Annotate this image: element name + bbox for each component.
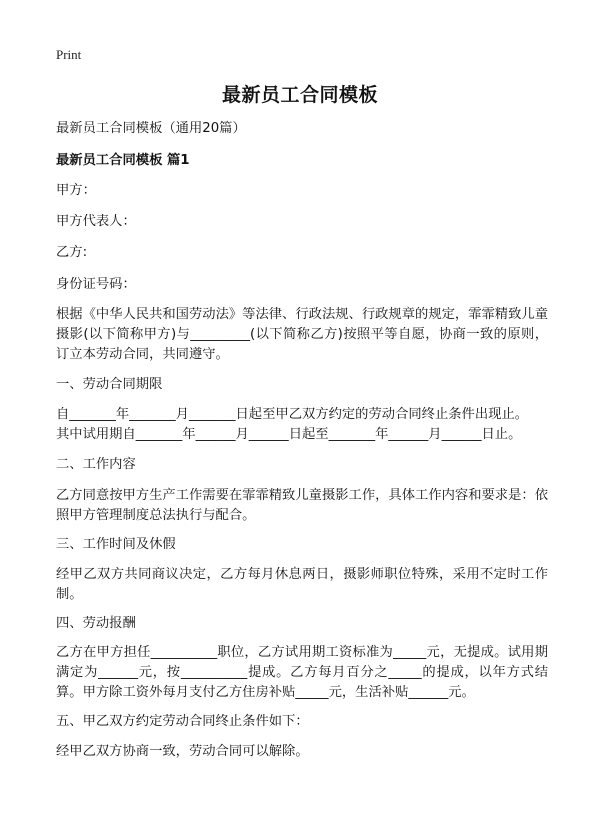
- party-a-representative-label: 甲方代表人：: [56, 214, 136, 229]
- work-content-paragraph: 乙方同意按甲方生产工作需要在霏霏精致儿童摄影工作，具体工作内容和要求是：依照甲方管理制度总法执行与配合。: [56, 488, 548, 523]
- remuneration-paragraph: 乙方在甲方担任__________职位，乙方试用期工资标准为_____元，无提成。试用期满定为______元，按__________提成。乙方每月百分之_____的提成，以年方式结算。甲方除工资外每月支付乙方住房补贴_____元，生活补贴______元。: [56, 645, 548, 700]
- heading-remuneration: 四、劳动报酬: [56, 616, 136, 631]
- contract-term-line-1: 自_______年_______月_______日起至甲乙双方约定的劳动合同终止条件出现止。: [56, 407, 529, 422]
- document-subtitle: 最新员工合同模板（通用20篇）: [56, 121, 246, 136]
- heading-termination: 五、甲乙双方约定劳动合同终止条件如下：: [56, 714, 309, 729]
- section-heading: 最新员工合同模板 篇1: [56, 153, 190, 168]
- id-number-label: 身份证号码：: [56, 277, 136, 292]
- print-link[interactable]: Print: [56, 47, 82, 62]
- intro-paragraph: 根据《中华人民共和国劳动法》等法律、行政法规、行政规章的规定，霏霏精致儿童摄影(以下简称甲方)与_________(以下简称乙方)按照平等自愿，协商一致的原则，订立本劳动合同，共同遵守。: [56, 307, 548, 362]
- heading-work-content: 二、工作内容: [56, 457, 136, 472]
- heading-contract-term: 一、劳动合同期限: [56, 377, 163, 392]
- termination-paragraph: 经甲乙双方协商一致，劳动合同可以解除。: [56, 744, 309, 759]
- document-title: 最新员工合同模板: [221, 84, 378, 106]
- party-b-label: 乙方:: [56, 245, 88, 260]
- heading-work-hours: 三、工作时间及休假: [56, 537, 176, 552]
- contract-term-line-2: 其中试用期自_______年______月______日起至_______年______月______日止。: [56, 427, 522, 442]
- party-a-label: 甲方：: [56, 183, 96, 198]
- work-hours-paragraph: 经甲乙双方共同商议决定，乙方每月休息两日，摄影师职位特殊，采用不定时工作制。: [56, 567, 548, 602]
